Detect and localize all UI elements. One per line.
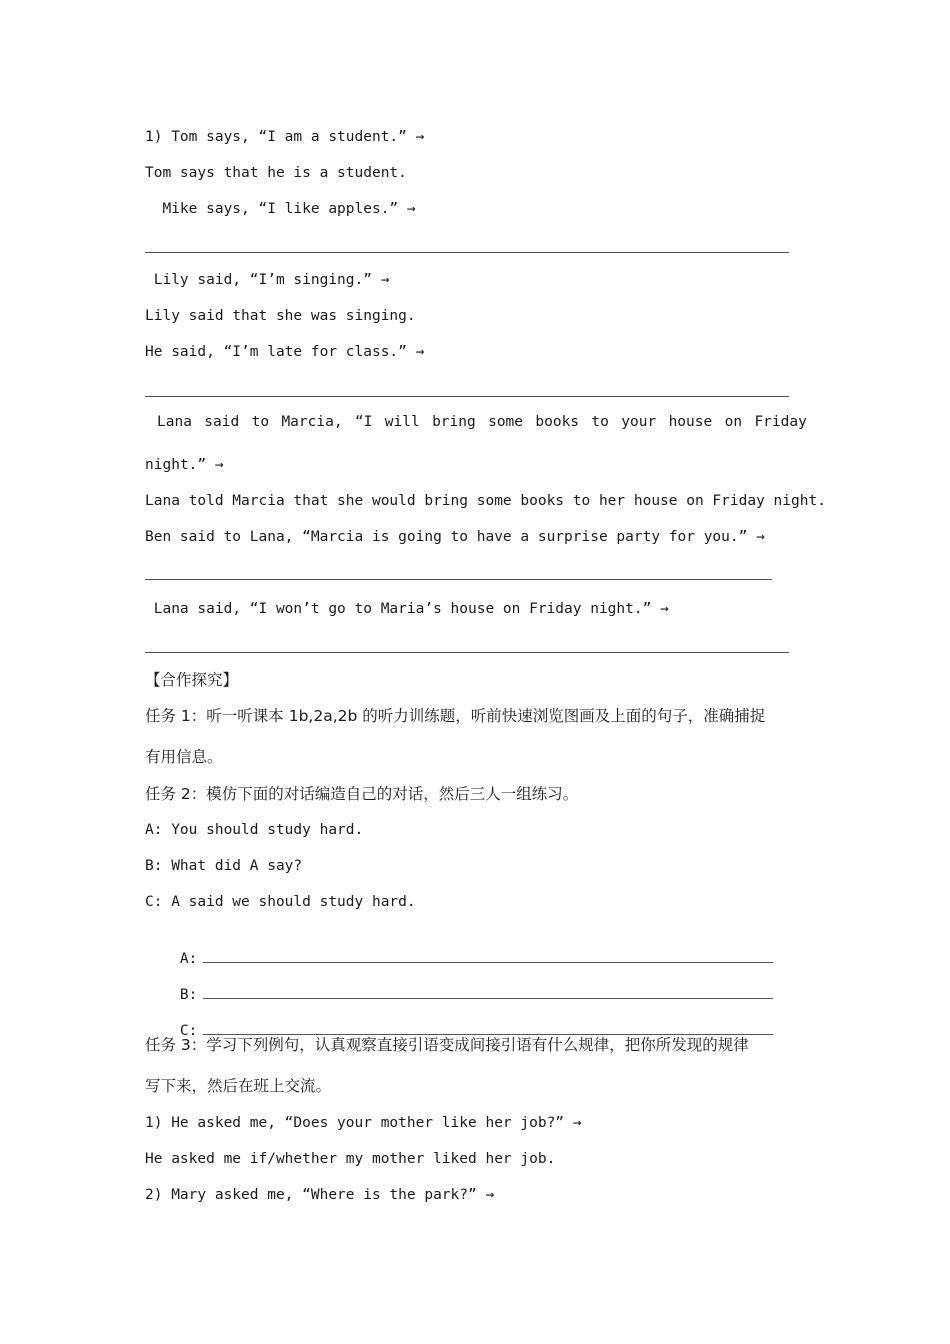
- question-example-1-direct: 1) He asked me, “Does your mother like her job?” →: [145, 1115, 582, 1131]
- dialogue-b: B: What did A say?: [145, 858, 303, 874]
- dialogue-c: C: A said we should study hard.: [145, 894, 416, 910]
- blank-a-field[interactable]: [203, 948, 773, 963]
- example-1-direct: 1) Tom says, “I am a student.” →: [145, 129, 425, 145]
- example-lana-indirect: Lana told Marcia that she would bring some books to her house on Friday night.: [145, 493, 826, 509]
- task-3-text-cont: 写下来，然后在班上交流。: [145, 1077, 332, 1095]
- question-example-2-direct: 2) Mary asked me, “Where is the park?” →: [145, 1187, 495, 1203]
- example-lily-indirect: Lily said that she was singing.: [145, 308, 416, 324]
- blank-b-label: B:: [179, 987, 198, 1003]
- section-heading: 【合作探究】: [145, 671, 239, 689]
- answer-line[interactable]: [145, 252, 789, 253]
- exercise-lana-wont: Lana said, “I won’t go to Maria’s house on Friday night.” →: [145, 601, 669, 617]
- blank-c-field[interactable]: [203, 1020, 773, 1035]
- task-1-text: 任务 1：听一听课本 1b,2a,2b 的听力训练题，听前快速浏览图画及上面的句子，准确捕捉: [145, 707, 766, 725]
- task-3-text: 任务 3：学习下列例句，认真观察直接引语变成间接引语有什么规律，把你所发现的规律: [145, 1036, 749, 1054]
- blank-b-field[interactable]: [203, 984, 773, 999]
- example-1-indirect: Tom says that he is a student.: [145, 165, 407, 181]
- answer-line[interactable]: [145, 396, 789, 397]
- task-2-text: 任务 2：模仿下面的对话编造自己的对话，然后三人一组练习。: [145, 785, 579, 803]
- exercise-ben: Ben said to Lana, “Marcia is going to have a surprise party for you.” →: [145, 529, 765, 545]
- answer-line[interactable]: [145, 652, 789, 653]
- exercise-he-late: He said, “I’m late for class.” →: [145, 344, 425, 360]
- dialogue-a: A: You should study hard.: [145, 822, 364, 838]
- answer-line[interactable]: [145, 579, 772, 580]
- example-lily-direct: Lily said, “I’m singing.” →: [145, 272, 390, 288]
- task-1-text-cont: 有用信息。: [145, 748, 223, 766]
- example-lana-direct-cont: night.” →: [145, 457, 224, 473]
- question-example-1-indirect: He asked me if/whether my mother liked her job.: [145, 1151, 556, 1167]
- example-lana-direct: Lana said to Marcia, “I will bring some books to your house on Friday: [157, 414, 807, 430]
- blank-a-label: A:: [179, 951, 198, 967]
- exercise-mike: Mike says, “I like apples.” →: [145, 201, 416, 217]
- blank-c-label: C:: [179, 1023, 198, 1039]
